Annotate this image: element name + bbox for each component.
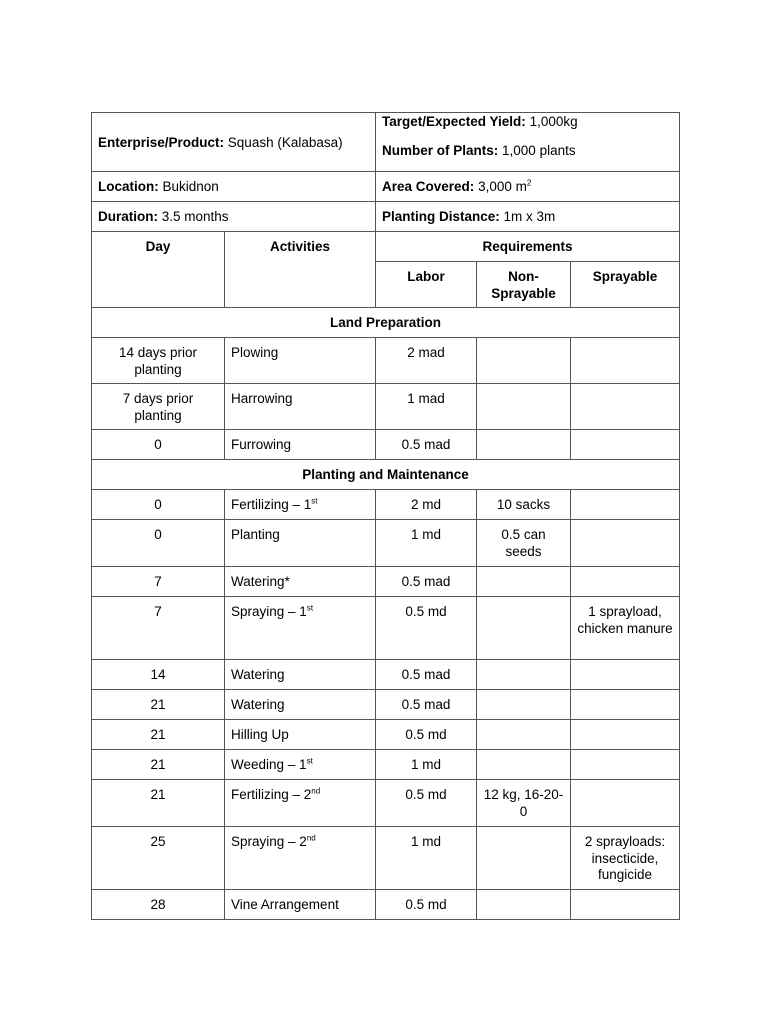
activity-ordinal: st [311, 496, 318, 506]
labor-cell: 1 md [376, 750, 477, 780]
activity-ordinal: nd [311, 786, 321, 796]
day-cell: 7 [92, 567, 225, 597]
non-sprayable-header: Non-Sprayable [477, 262, 571, 308]
sprayable-cell [571, 567, 680, 597]
activity-cell [225, 490, 376, 520]
labor-cell: 0.5 md [376, 780, 477, 827]
activity-ordinal: nd [306, 833, 316, 843]
activity-cell [225, 780, 376, 827]
sprayable-cell: 2 sprayloads: insecticide, fungicide [571, 827, 680, 890]
section-row [92, 308, 680, 338]
activity-text: Watering* [231, 574, 290, 589]
labor-cell: 0.5 mad [376, 567, 477, 597]
distance-value: 1m x 3m [503, 209, 556, 224]
activity-text: Fertilizing – 2 [231, 787, 312, 802]
labor-header: Labor [376, 262, 477, 308]
area-label: Area Covered: [382, 179, 475, 194]
requirements-header: Requirements [376, 232, 680, 262]
activity-ordinal: st [306, 603, 314, 613]
labor-cell: 1 md [376, 520, 477, 567]
non-sprayable-cell [477, 890, 571, 920]
duration-cell [92, 202, 376, 232]
location-value: Bukidnon [162, 179, 219, 194]
sprayable-cell [571, 660, 680, 690]
table-row [92, 780, 680, 827]
labor-cell: 0.5 md [376, 597, 477, 660]
non-sprayable-cell: 10 sacks [477, 490, 571, 520]
sprayable-cell: 1 sprayload, chicken manure [571, 597, 680, 660]
plants-value: 1,000 plants [502, 142, 576, 158]
non-sprayable-cell [477, 384, 571, 430]
area-sup: 2 [526, 178, 532, 188]
sprayable-cell [571, 780, 680, 827]
activity-text: Weeding – 1 [231, 757, 307, 772]
table-row [92, 384, 680, 430]
sprayable-cell [571, 720, 680, 750]
table-row [92, 597, 680, 660]
day-cell: 0 [92, 430, 225, 460]
activity-text: Watering [231, 667, 285, 682]
activity-text: Spraying – 1 [231, 604, 307, 619]
day-cell: 21 [92, 750, 225, 780]
sprayable-cell [571, 430, 680, 460]
plants-label: Number of Plants: [382, 142, 499, 158]
activity-text: Watering [231, 697, 285, 712]
column-header-row [92, 232, 680, 262]
table-row [92, 520, 680, 567]
table-row [92, 890, 680, 920]
labor-cell: 0.5 mad [376, 660, 477, 690]
activity-text: Hilling Up [231, 727, 289, 742]
area-cell [376, 172, 680, 202]
activity-text: Harrowing [231, 391, 293, 406]
section-row [92, 460, 680, 490]
activity-cell [225, 660, 376, 690]
enterprise-value: Squash (Kalabasa) [227, 135, 343, 151]
activity-cell [225, 430, 376, 460]
target-cell [376, 113, 680, 172]
location-row [92, 172, 680, 202]
duration-row [92, 202, 680, 232]
sprayable-header: Sprayable [571, 262, 680, 308]
table-row [92, 720, 680, 750]
non-sprayable-cell [477, 660, 571, 690]
area-value: 3,000 m [478, 179, 527, 194]
non-sprayable-cell [477, 750, 571, 780]
day-cell: 25 [92, 827, 225, 890]
day-cell: 14 [92, 660, 225, 690]
activity-text: Fertilizing – 1 [231, 497, 312, 512]
activity-cell [225, 567, 376, 597]
non-sprayable-cell [477, 338, 571, 384]
target-value: 1,000kg [529, 114, 578, 129]
distance-label: Planting Distance: [382, 209, 500, 224]
location-cell [92, 172, 376, 202]
labor-cell: 0.5 md [376, 890, 477, 920]
day-cell: 7 days prior planting [92, 384, 225, 430]
activity-ordinal: st [306, 756, 313, 766]
labor-cell: 2 md [376, 490, 477, 520]
sprayable-cell [571, 384, 680, 430]
activity-cell [225, 597, 376, 660]
day-cell: 28 [92, 890, 225, 920]
section-title: Planting and Maintenance [92, 460, 680, 490]
non-sprayable-cell: 0.5 can seeds [477, 520, 571, 567]
table-row [92, 567, 680, 597]
day-cell: 21 [92, 720, 225, 750]
non-sprayable-cell [477, 690, 571, 720]
table-row [92, 827, 680, 890]
activity-text: Vine Arrangement [231, 897, 339, 912]
table-row [92, 690, 680, 720]
enterprise-cell [92, 113, 376, 172]
activity-cell [225, 384, 376, 430]
activity-cell [225, 890, 376, 920]
activity-cell [225, 520, 376, 567]
enterprise-label: Enterprise/Product: [98, 135, 225, 151]
distance-cell [376, 202, 680, 232]
day-cell: 0 [92, 490, 225, 520]
sprayable-cell [571, 490, 680, 520]
day-header: Day [92, 232, 225, 308]
table-row [92, 430, 680, 460]
production-schedule-table [91, 112, 680, 920]
activity-text: Furrowing [231, 437, 292, 452]
non-sprayable-cell [477, 720, 571, 750]
table-row [92, 338, 680, 384]
activity-cell [225, 338, 376, 384]
day-cell: 0 [92, 520, 225, 567]
non-sprayable-cell [477, 567, 571, 597]
target-label: Target/Expected Yield: [382, 114, 526, 129]
activity-cell [225, 690, 376, 720]
sprayable-cell [571, 690, 680, 720]
activity-text: Spraying – 2 [231, 834, 307, 849]
table-row [92, 750, 680, 780]
labor-cell: 2 mad [376, 338, 477, 384]
non-sprayable-cell [477, 597, 571, 660]
day-cell: 21 [92, 690, 225, 720]
labor-cell: 0.5 mad [376, 690, 477, 720]
non-sprayable-cell [477, 430, 571, 460]
duration-label: Duration: [98, 209, 158, 224]
day-cell: 21 [92, 780, 225, 827]
day-cell: 14 days prior planting [92, 338, 225, 384]
activity-text: Planting [231, 527, 280, 542]
table-row [92, 660, 680, 690]
non-sprayable-cell: 12 kg, 16-20-0 [477, 780, 571, 827]
sprayable-cell [571, 520, 680, 567]
activities-header: Activities [225, 232, 376, 308]
labor-cell: 0.5 mad [376, 430, 477, 460]
table-row [92, 490, 680, 520]
sprayable-cell [571, 890, 680, 920]
activity-cell [225, 720, 376, 750]
activity-cell [225, 750, 376, 780]
activity-cell [225, 827, 376, 890]
activity-text: Plowing [231, 345, 279, 360]
section-title: Land Preparation [92, 308, 680, 338]
labor-cell: 1 mad [376, 384, 477, 430]
non-sprayable-cell [477, 827, 571, 890]
labor-cell: 0.5 md [376, 720, 477, 750]
sprayable-cell [571, 750, 680, 780]
day-cell: 7 [92, 597, 225, 660]
duration-value: 3.5 months [161, 209, 229, 224]
sprayable-cell [571, 338, 680, 384]
location-label: Location: [98, 179, 159, 194]
labor-cell: 1 md [376, 827, 477, 890]
enterprise-row [92, 113, 680, 172]
